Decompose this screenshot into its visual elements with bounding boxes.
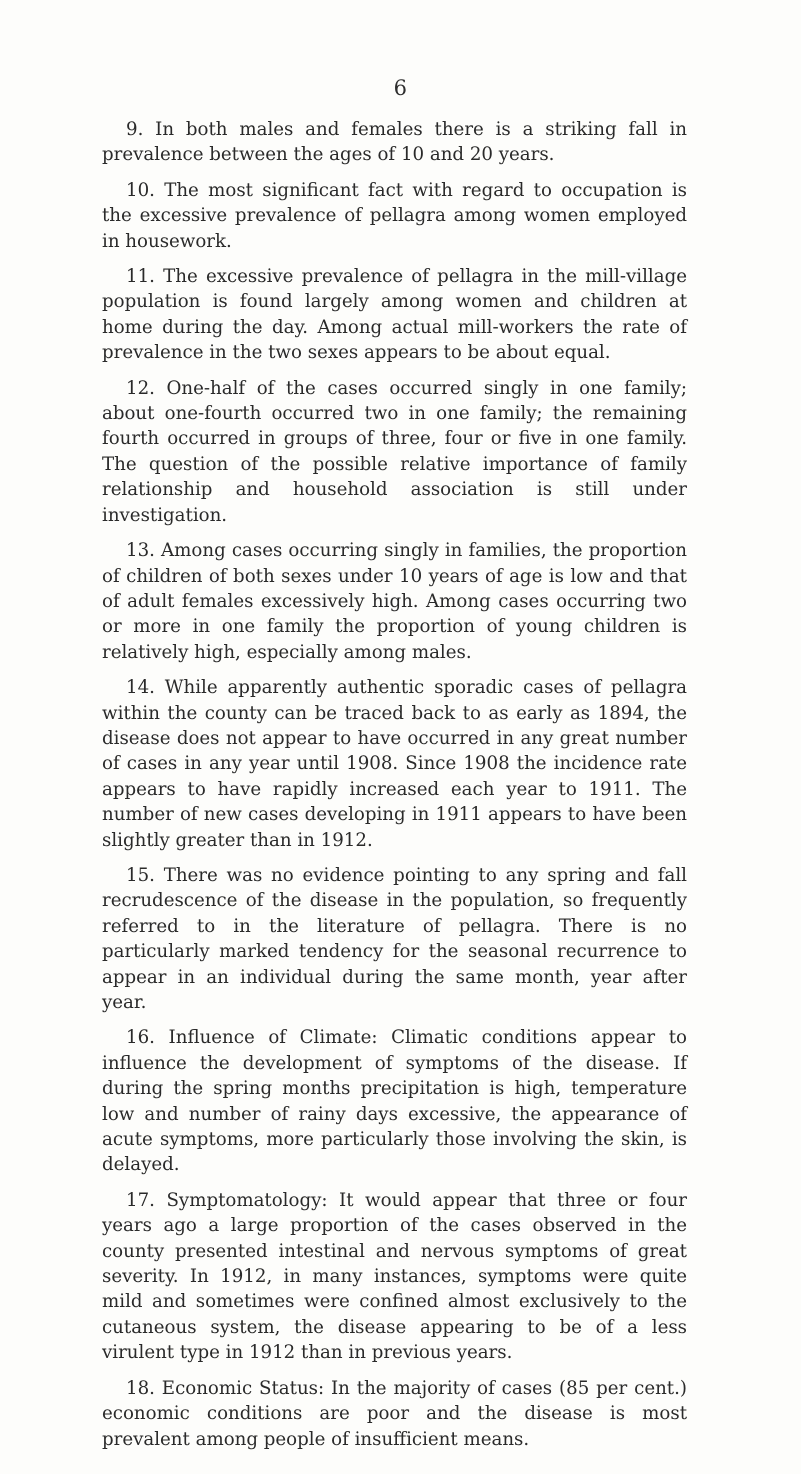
paragraph-12: 12. One-half of the cases occurred singly in one family; about one-fourth occurred two in one family; the remaining fourth occurred in groups of three, four or five in one family. The question of the possible relative importance of family relationship and household association is still under investigation. [102, 377, 687, 526]
page-number: 6 [393, 76, 408, 100]
paragraph-9: 9. In both males and females there is a striking fall in prevalence between the ages of 10 and 20 years. [102, 119, 687, 166]
paragraph-15: 15. There was no evidence pointing to any spring and fall recrudescence of the disease in the population, so frequently referred to in the literature of pellagra. There is no particularly marked tendency for the seasonal recurrence to appear in an individual during the same month, year after year. [102, 864, 687, 1013]
paragraph-17: 17. Symptomatology: It would appear that three or four years ago a large proportion of the cases observed in the county presented intestinal and nervous symptoms of great severity. In 1912, in many instances, symptoms were quite mild and sometimes were confined almost exclusively to the cutaneous system, the disease appearing to be of a less virulent type in 1912 than in previous years. [102, 1189, 687, 1364]
paragraph-16: 16. Influence of Climate: Climatic conditions appear to influence the development of symptoms of the disease. If during the spring months precipitation is high, temperature low and number of rainy days excessive, the appearance of acute symptoms, more particularly those involving the skin, is delayed. [102, 1027, 687, 1176]
paragraph-13: 13. Among cases occurring singly in families, the proportion of children of both sexes under 10 years of age is low and that of adult females excessively high. Among cases occurring two or more in one family the proportion of young children is relatively high, especially among males. [102, 540, 687, 663]
paragraph-14: 14. While apparently authentic sporadic cases of pellagra within the county can be traced back to as early as 1894, the disease does not appear to have occurred in any great number of cases in any year until 1908. Since 1908 the incidence rate appears to have rapidly increased each year to 1911. The number of new cases developing in 1911 appears to have been slightly greater than in 1912. [102, 677, 687, 851]
paragraph-10: 10. The most significant fact with regard to occupation is the excessive prevalence of pellagra among women employed in housework. [102, 179, 687, 252]
document-body [102, 117, 687, 1462]
paragraph-11: 11. The excessive prevalence of pellagra in the mill-village population is found largely among women and children at home during the day. Among actual mill-workers the rate of prevalence in the two sexes appears to be about equal. [102, 266, 687, 364]
paragraph-18: 18. Economic Status: In the majority of cases (85 per cent.) economic conditions are poor and the disease is most prevalent among people of insufficient means. [102, 1377, 687, 1450]
